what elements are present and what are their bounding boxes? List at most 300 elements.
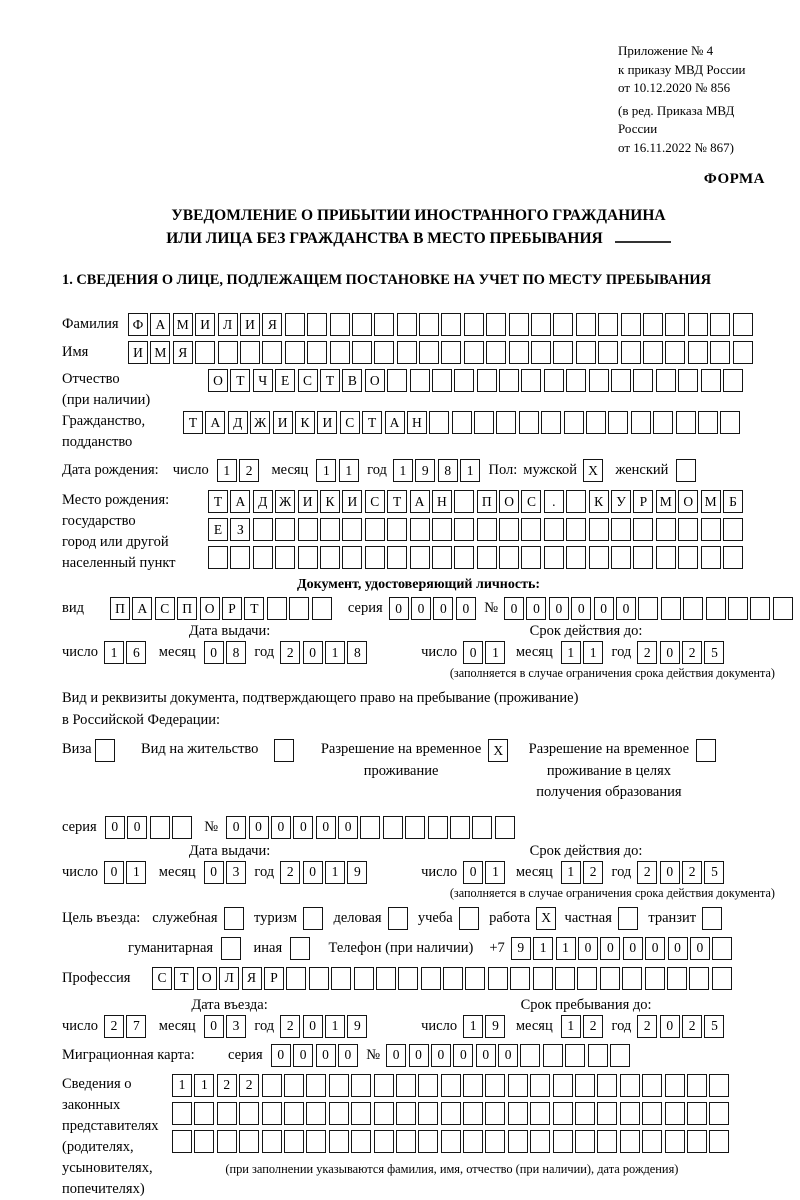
form-cell[interactable]: А [230,490,250,513]
form-cell[interactable] [290,937,310,960]
form-cell[interactable] [284,1102,304,1125]
form-cell[interactable]: 2 [637,861,657,884]
form-cell[interactable]: О [365,369,385,392]
form-cell[interactable]: 0 [293,1044,313,1067]
form-cell[interactable] [285,341,305,364]
form-cell[interactable] [656,518,676,541]
temp-residence-checkbox[interactable] [488,739,510,762]
form-cell[interactable] [421,967,441,990]
form-cell[interactable] [610,1044,630,1067]
form-cell[interactable] [575,1130,595,1153]
form-cell[interactable]: 2 [239,1074,259,1097]
form-cell[interactable] [432,546,452,569]
stay-month-cells[interactable] [561,1015,606,1038]
form-cell[interactable] [709,1074,729,1097]
form-cell[interactable] [329,1074,349,1097]
residence-permit-checkbox[interactable] [274,739,296,762]
form-cell[interactable] [499,546,519,569]
form-cell[interactable]: 0 [498,1044,518,1067]
form-cell[interactable] [565,1044,585,1067]
form-cell[interactable]: 8 [347,641,367,664]
purpose-private-checkbox[interactable] [618,907,640,930]
form-cell[interactable] [307,341,327,364]
form-cell[interactable] [217,1130,237,1153]
form-cell[interactable]: 1 [217,459,237,482]
form-cell[interactable] [553,1102,573,1125]
form-cell[interactable] [643,341,663,364]
form-cell[interactable] [499,369,519,392]
form-cell[interactable]: Н [432,490,452,513]
form-cell[interactable] [485,1130,505,1153]
form-cell[interactable] [396,1074,416,1097]
form-cell[interactable]: В [342,369,362,392]
form-cell[interactable] [566,490,586,513]
form-cell[interactable] [597,1130,617,1153]
form-cell[interactable]: И [128,341,148,364]
form-cell[interactable] [486,341,506,364]
form-cell[interactable] [330,341,350,364]
form-cell[interactable] [678,518,698,541]
form-cell[interactable]: 1 [325,1015,345,1038]
form-cell[interactable]: 0 [386,1044,406,1067]
form-cell[interactable]: 0 [433,597,453,620]
form-cell[interactable] [620,1102,640,1125]
form-cell[interactable]: Я [262,313,282,336]
sex-male-checkbox[interactable] [583,459,605,482]
form-cell[interactable] [564,411,584,434]
form-cell[interactable]: 0 [293,816,313,839]
form-cell[interactable] [374,341,394,364]
form-cell[interactable]: 0 [389,597,409,620]
purpose-transit-checkbox[interactable] [702,907,724,930]
form-cell[interactable]: 0 [668,937,688,960]
form-cell[interactable] [687,1130,707,1153]
form-cell[interactable]: 0 [571,597,591,620]
form-cell[interactable] [464,341,484,364]
form-cell[interactable]: Я [242,967,262,990]
form-cell[interactable]: 0 [271,1044,291,1067]
form-cell[interactable]: 0 [463,641,483,664]
form-cell[interactable] [352,313,372,336]
form-cell[interactable]: М [701,490,721,513]
form-cell[interactable] [653,411,673,434]
form-cell[interactable]: 1 [583,641,603,664]
form-cell[interactable] [383,816,403,839]
form-cell[interactable] [289,597,309,620]
form-cell[interactable]: Л [219,967,239,990]
form-cell[interactable] [701,518,721,541]
form-cell[interactable]: С [152,967,172,990]
form-cell[interactable]: З [230,518,250,541]
form-cell[interactable] [418,1074,438,1097]
form-cell[interactable] [600,967,620,990]
form-cell[interactable] [217,1102,237,1125]
form-cell[interactable]: К [320,490,340,513]
form-cell[interactable] [661,597,681,620]
form-cell[interactable]: О [197,967,217,990]
form-cell[interactable] [262,1074,282,1097]
form-cell[interactable] [441,1102,461,1125]
form-cell[interactable] [508,1074,528,1097]
form-cell[interactable] [428,816,448,839]
form-cell[interactable] [577,967,597,990]
form-cell[interactable] [521,518,541,541]
form-cell[interactable]: 0 [645,937,665,960]
form-cell[interactable] [230,546,250,569]
form-cell[interactable] [454,490,474,513]
form-cell[interactable] [683,597,703,620]
form-cell[interactable] [352,341,372,364]
form-cell[interactable] [342,546,362,569]
form-cell[interactable] [621,341,641,364]
form-cell[interactable]: 1 [325,641,345,664]
form-cell[interactable]: И [298,490,318,513]
form-cell[interactable] [284,1130,304,1153]
form-cell[interactable] [543,1044,563,1067]
form-cell[interactable] [676,459,696,482]
form-cell[interactable]: 2 [637,1015,657,1038]
form-cell[interactable]: О [499,490,519,513]
form-cell[interactable] [465,967,485,990]
form-cell[interactable] [320,518,340,541]
form-cell[interactable] [443,967,463,990]
form-cell[interactable]: И [240,313,260,336]
form-cell[interactable]: К [295,411,315,434]
form-cell[interactable] [275,546,295,569]
form-cell[interactable]: Т [244,597,264,620]
form-cell[interactable] [354,967,374,990]
form-cell[interactable] [275,518,295,541]
form-cell[interactable]: Д [228,411,248,434]
form-cell[interactable] [678,369,698,392]
form-cell[interactable] [405,816,425,839]
form-cell[interactable] [388,907,408,930]
representatives-row1-cells[interactable] [172,1074,732,1097]
form-cell[interactable] [239,1102,259,1125]
form-cell[interactable]: Ж [275,490,295,513]
form-cell[interactable]: М [173,313,193,336]
form-cell[interactable]: Т [320,369,340,392]
form-cell[interactable] [441,341,461,364]
form-cell[interactable] [150,816,170,839]
form-cell[interactable]: Т [387,490,407,513]
passport-valid-day-cells[interactable] [463,641,508,664]
form-cell[interactable] [240,341,260,364]
form-cell[interactable]: Д [253,490,273,513]
form-cell[interactable] [531,313,551,336]
profession-cells[interactable] [152,967,734,990]
permit-issue-month-cells[interactable] [204,861,249,884]
form-cell[interactable] [477,546,497,569]
form-cell[interactable]: М [150,341,170,364]
form-cell[interactable]: 2 [637,641,657,664]
form-cell[interactable]: 0 [526,597,546,620]
form-cell[interactable] [723,369,743,392]
form-cell[interactable]: 1 [126,861,146,884]
form-cell[interactable]: 1 [561,641,581,664]
form-cell[interactable]: 0 [249,816,269,839]
form-cell[interactable]: 8 [438,459,458,482]
form-cell[interactable]: 1 [339,459,359,482]
form-cell[interactable] [687,1074,707,1097]
form-cell[interactable]: 0 [411,597,431,620]
birth-year-cells[interactable] [393,459,483,482]
purpose-humanitarian-checkbox[interactable] [221,937,243,960]
permit-valid-year-cells[interactable] [637,861,727,884]
form-cell[interactable] [312,597,332,620]
form-cell[interactable] [172,1102,192,1125]
form-cell[interactable]: 5 [704,861,724,884]
form-cell[interactable] [495,816,515,839]
form-cell[interactable] [530,1130,550,1153]
entry-year-cells[interactable] [280,1015,370,1038]
form-cell[interactable] [665,341,685,364]
form-cell[interactable] [553,1130,573,1153]
form-cell[interactable] [586,411,606,434]
form-cell[interactable]: 0 [504,597,524,620]
form-cell[interactable]: 0 [338,816,358,839]
form-cell[interactable]: 2 [682,1015,702,1038]
form-cell[interactable]: 2 [104,1015,124,1038]
form-cell[interactable]: X [488,739,508,762]
form-cell[interactable] [307,313,327,336]
form-cell[interactable] [454,546,474,569]
form-cell[interactable]: . [544,490,564,513]
form-cell[interactable] [398,967,418,990]
form-cell[interactable] [618,907,638,930]
form-cell[interactable] [576,313,596,336]
form-cell[interactable] [521,369,541,392]
form-cell[interactable] [588,1044,608,1067]
form-cell[interactable]: 1 [463,1015,483,1038]
form-cell[interactable] [728,597,748,620]
form-cell[interactable]: Л [218,313,238,336]
form-cell[interactable] [194,1130,214,1153]
purpose-study-checkbox[interactable] [459,907,481,930]
passport-issue-year-cells[interactable] [280,641,370,664]
form-cell[interactable]: П [110,597,130,620]
form-cell[interactable] [530,1102,550,1125]
form-cell[interactable] [365,546,385,569]
form-cell[interactable] [689,967,709,990]
form-cell[interactable] [262,1102,282,1125]
form-cell[interactable] [633,518,653,541]
form-cell[interactable] [410,518,430,541]
form-cell[interactable]: 0 [204,641,224,664]
form-cell[interactable] [387,518,407,541]
form-cell[interactable] [419,341,439,364]
form-cell[interactable] [374,1074,394,1097]
form-cell[interactable] [733,341,753,364]
form-cell[interactable]: 0 [104,861,124,884]
form-cell[interactable]: 2 [583,861,603,884]
form-cell[interactable]: 9 [485,1015,505,1038]
form-cell[interactable] [387,369,407,392]
form-cell[interactable]: И [317,411,337,434]
form-cell[interactable]: И [195,313,215,336]
form-cell[interactable] [397,313,417,336]
form-cell[interactable]: 2 [682,861,702,884]
form-cell[interactable]: 0 [660,861,680,884]
form-cell[interactable]: Е [208,518,228,541]
form-cell[interactable]: 1 [485,861,505,884]
form-cell[interactable] [533,967,553,990]
form-cell[interactable] [194,1102,214,1125]
form-cell[interactable] [710,341,730,364]
form-cell[interactable] [418,1130,438,1153]
visa-checkbox[interactable] [95,739,117,762]
form-cell[interactable] [544,546,564,569]
form-cell[interactable]: 2 [682,641,702,664]
form-cell[interactable]: 0 [549,597,569,620]
form-cell[interactable]: И [273,411,293,434]
form-cell[interactable] [544,518,564,541]
patronymic-cells[interactable] [208,369,745,392]
entry-month-cells[interactable] [204,1015,249,1038]
form-cell[interactable]: Е [275,369,295,392]
form-cell[interactable]: Ф [128,313,148,336]
passport-valid-year-cells[interactable] [637,641,727,664]
form-cell[interactable] [555,967,575,990]
form-cell[interactable]: П [477,490,497,513]
form-cell[interactable]: 1 [533,937,553,960]
form-cell[interactable]: 7 [126,1015,146,1038]
form-cell[interactable] [620,1074,640,1097]
form-cell[interactable] [267,597,287,620]
permit-issue-day-cells[interactable] [104,861,149,884]
form-cell[interactable] [459,907,479,930]
form-cell[interactable] [622,967,642,990]
form-cell[interactable]: 2 [239,459,259,482]
form-cell[interactable] [688,341,708,364]
form-cell[interactable]: 0 [303,641,323,664]
given-name-cells[interactable] [128,341,755,364]
form-cell[interactable] [477,369,497,392]
form-cell[interactable] [239,1130,259,1153]
form-cell[interactable]: А [385,411,405,434]
form-cell[interactable] [678,546,698,569]
form-cell[interactable]: Р [633,490,653,513]
birth-day-cells[interactable] [217,459,262,482]
form-cell[interactable] [611,369,631,392]
form-cell[interactable]: 1 [485,641,505,664]
form-cell[interactable] [397,341,417,364]
representatives-row3-cells[interactable] [172,1130,732,1153]
form-cell[interactable] [621,313,641,336]
form-cell[interactable] [262,341,282,364]
form-cell[interactable]: 1 [556,937,576,960]
form-cell[interactable] [496,411,516,434]
form-cell[interactable] [687,1102,707,1125]
form-cell[interactable]: А [410,490,430,513]
form-cell[interactable] [262,1130,282,1153]
form-cell[interactable] [530,1074,550,1097]
form-cell[interactable]: 9 [347,1015,367,1038]
form-cell[interactable]: Р [222,597,242,620]
form-cell[interactable] [620,1130,640,1153]
form-cell[interactable]: 1 [316,459,336,482]
form-cell[interactable]: 0 [105,816,125,839]
form-cell[interactable] [597,1074,617,1097]
form-cell[interactable]: 0 [453,1044,473,1067]
form-cell[interactable] [676,411,696,434]
form-cell[interactable] [531,341,551,364]
form-cell[interactable]: Н [407,411,427,434]
permit-issue-year-cells[interactable] [280,861,370,884]
form-cell[interactable] [566,518,586,541]
form-cell[interactable] [521,546,541,569]
doc-type-cells[interactable] [110,597,334,620]
form-cell[interactable] [454,369,474,392]
form-cell[interactable] [710,313,730,336]
form-cell[interactable] [221,937,241,960]
purpose-business-checkbox[interactable] [388,907,410,930]
form-cell[interactable] [477,518,497,541]
form-cell[interactable] [95,739,115,762]
form-cell[interactable] [441,1130,461,1153]
form-cell[interactable]: 9 [347,861,367,884]
form-cell[interactable] [172,1130,192,1153]
form-cell[interactable] [665,1074,685,1097]
form-cell[interactable] [474,411,494,434]
form-cell[interactable] [553,1074,573,1097]
citizenship-cells[interactable] [183,411,743,434]
form-cell[interactable] [611,546,631,569]
surname-cells[interactable] [128,313,755,336]
form-cell[interactable] [589,518,609,541]
form-cell[interactable]: 8 [226,641,246,664]
form-cell[interactable] [306,1074,326,1097]
form-cell[interactable]: 3 [226,861,246,884]
form-cell[interactable] [224,907,244,930]
form-cell[interactable] [320,546,340,569]
form-cell[interactable]: А [150,313,170,336]
form-cell[interactable] [509,341,529,364]
form-cell[interactable] [309,967,329,990]
form-cell[interactable] [553,341,573,364]
form-cell[interactable]: 2 [280,861,300,884]
passport-issue-day-cells[interactable] [104,641,149,664]
form-cell[interactable]: Т [208,490,228,513]
form-cell[interactable] [720,411,740,434]
form-cell[interactable] [376,967,396,990]
form-cell[interactable] [284,1074,304,1097]
form-cell[interactable]: П [177,597,197,620]
permit-series-cells[interactable] [105,816,195,839]
form-cell[interactable]: 0 [476,1044,496,1067]
form-cell[interactable] [665,313,685,336]
form-cell[interactable] [298,546,318,569]
form-cell[interactable] [544,369,564,392]
form-cell[interactable] [589,369,609,392]
form-cell[interactable]: 5 [704,641,724,664]
representatives-row2-cells[interactable] [172,1102,732,1125]
form-cell[interactable] [485,1102,505,1125]
migration-series-cells[interactable] [271,1044,361,1067]
form-cell[interactable] [696,739,716,762]
form-cell[interactable]: 0 [463,861,483,884]
permit-valid-month-cells[interactable] [561,861,606,884]
form-cell[interactable]: Я [173,341,193,364]
form-cell[interactable]: Т [174,967,194,990]
form-cell[interactable] [633,369,653,392]
form-cell[interactable] [342,518,362,541]
form-cell[interactable]: 0 [600,937,620,960]
form-cell[interactable]: Б [723,490,743,513]
form-cell[interactable] [410,546,430,569]
form-cell[interactable]: 1 [325,861,345,884]
form-cell[interactable] [410,369,430,392]
